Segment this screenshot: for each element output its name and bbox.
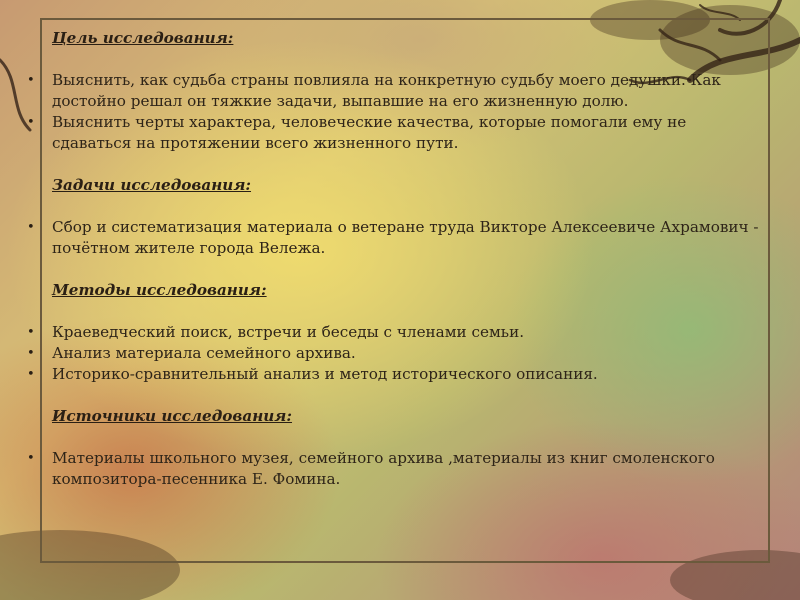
list-item [27, 364, 762, 385]
research-content [27, 28, 762, 490]
list-item [27, 70, 762, 112]
list-item [27, 322, 762, 343]
list-item [27, 217, 762, 259]
section-heading-sources: Источники исследования: [52, 407, 293, 425]
bullet-icon: • [27, 367, 35, 382]
list-item-text: Краеведческий поиск, встречи и беседы с членами семьи. [52, 323, 525, 341]
section-heading-tasks: Задачи исследования: [52, 176, 252, 194]
bullet-icon: • [27, 346, 35, 361]
list-item-text: Сбор и систематизация материала о ветеране труда Викторе Алексеевиче Ахрамович - почётном жителе города Вележа. [52, 218, 759, 257]
list-item-text: Анализ материала семейного архива. [52, 344, 356, 362]
list-item [27, 112, 762, 154]
list-item [27, 448, 762, 490]
list-item [27, 343, 762, 364]
list-item-text: Историко-сравнительный анализ и метод исторического описания. [52, 365, 598, 383]
bullet-icon: • [27, 220, 35, 235]
bullet-icon: • [27, 115, 35, 130]
list-item-text: Выяснить, как судьба страны повлияла на конкретную судьбу моего дедушки. Как достойно решал он тяжкие задачи, выпавшие на его жизненную долю. [52, 71, 721, 110]
list-item-text: Выяснить черты характера, человеческие качества, которые помогали ему не сдаваться на протяжении всего жизненного пути. [52, 113, 687, 152]
list-item-text: Материалы школьного музея, семейного архива ,материалы из книг смоленского композитора-песенника Е. Фомина. [52, 449, 715, 488]
section-heading-methods: Методы исследования: [52, 281, 267, 299]
bullet-icon: • [27, 325, 35, 340]
bullet-icon: • [27, 451, 35, 466]
section-heading-goal: Цель исследования: [52, 29, 234, 47]
bullet-icon: • [27, 73, 35, 88]
